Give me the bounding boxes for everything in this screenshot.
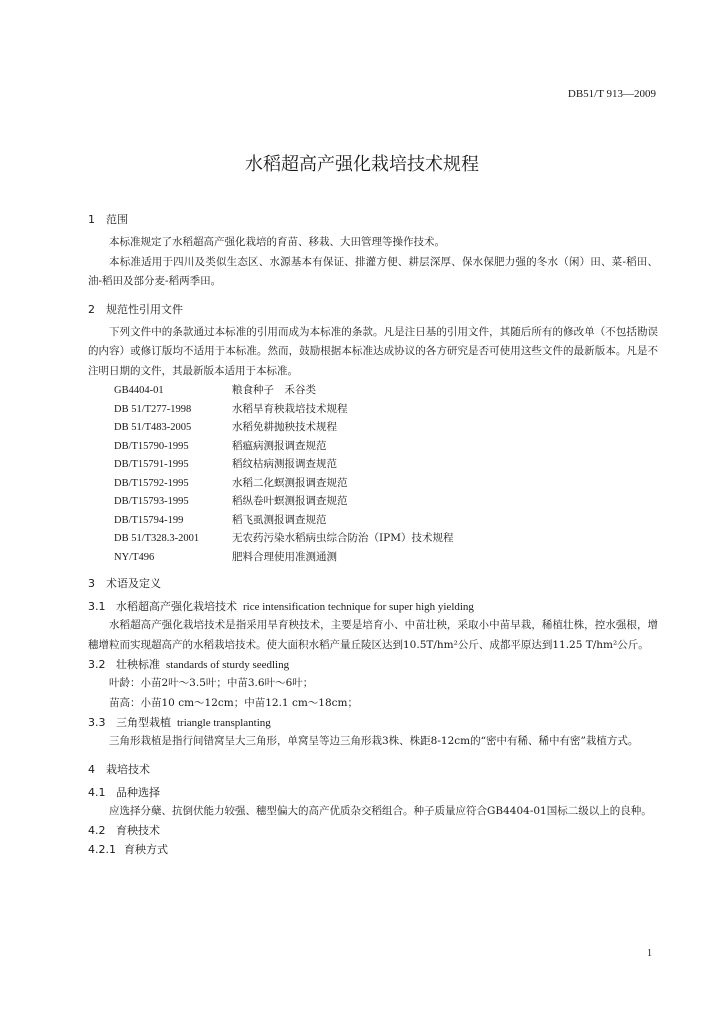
- section-number: 4: [88, 762, 95, 776]
- reference-code: DB/T15791-1995: [114, 459, 189, 470]
- reference-code: DB 51/T483-2005: [114, 422, 192, 433]
- reference-name: 无农药污染水稻病虫综合防治（IPM）技术规程: [232, 532, 454, 544]
- reference-name: 水稻免耕抛秧技术规程: [232, 421, 337, 433]
- section-title: 术语及定义: [106, 577, 161, 590]
- paragraph: 下列文件中的条款通过本标准的引用而成为本标准的条款。凡是注日基的引用文件，其随后所有的修改单（不包括勘误的内容）或修订版均不适用于本标准。然而，鼓励根据本标准达成协议的各方研究是否可使用这些文件的最新版本。凡是不注明日期的文件，其最新版本适用于本标准。: [88, 325, 658, 377]
- subsection-number: 3.3: [88, 716, 106, 729]
- reference-code: GB4404-01: [114, 385, 164, 396]
- section-heading-2: [88, 298, 658, 322]
- reference-name: 稻纵卷叶螟测报调查规范: [232, 495, 348, 507]
- term-title: 水稻超高产强化栽培技术: [116, 600, 237, 613]
- reference-item: [88, 455, 658, 474]
- subsection-heading-3-3: [88, 713, 658, 732]
- subsection-title: 育秧方式: [124, 843, 168, 856]
- section-title: 栽培技术: [106, 762, 150, 776]
- reference-item: [88, 548, 658, 567]
- reference-item: [88, 529, 658, 548]
- section-title: 规范性引用文件: [106, 302, 183, 316]
- document-title: 水稻超高产强化栽培技术规程: [245, 154, 479, 175]
- term-english: triangle transplanting: [177, 717, 271, 729]
- section-heading-3: [88, 572, 658, 596]
- paragraph: 水稻超高产强化栽培技术是指采用旱育秧技术，主要是培育小、中苗壮秧，采取小中苗早栽，稀植壮株，控水强根，增穗增粒而实现超高产的水稻栽培技术。使大面积水稻产量丘陵区达到10.5T/hm²公斤、成都平原达到11.25 T/hm²公斤。: [88, 619, 658, 651]
- term-title: 壮秧标准: [116, 658, 160, 671]
- subsection-number: 4.1: [88, 785, 106, 799]
- standard-code: DB51/T 913—2009: [567, 88, 656, 100]
- paragraph: 苗高：小苗10 cm～12cm；中苗12.1 cm～18cm；: [109, 696, 358, 709]
- paragraph: 应选择分蘖、抗倒伏能力较强、穗型偏大的高产优质杂交稻组合。种子质量应符合GB4404-01国标二级以上的良种。: [109, 804, 652, 817]
- subsection-number: 4.2.1: [88, 843, 116, 856]
- section-number: 3: [88, 577, 95, 590]
- reference-item: [88, 400, 658, 419]
- page-number: 1: [647, 948, 652, 959]
- reference-name: 水稻旱育秧栽培技术规程: [232, 402, 348, 415]
- reference-name: 稻瘟病测报调查规范: [232, 439, 327, 452]
- subsection-heading-4-1: [88, 783, 658, 802]
- reference-code: DB/T15792-1995: [114, 477, 189, 489]
- reference-item: [88, 437, 658, 456]
- reference-item: [88, 474, 658, 493]
- subsection-number: 4.2: [88, 824, 106, 837]
- term-title: 三角型栽植: [116, 716, 171, 729]
- reference-name: 粮食种子 禾谷类: [232, 384, 316, 396]
- subsection-heading-3-1: [88, 597, 658, 616]
- reference-list: [88, 381, 658, 566]
- subsection-heading-3-2: [88, 655, 658, 674]
- reference-code: DB 51/T277-1998: [114, 403, 192, 415]
- paragraph: 三角形栽植是指行间错窝呈大三角形，单窝呈等边三角形栽3株、株距8-12cm的“密中有稀、稀中有密”栽植方式。: [109, 735, 639, 747]
- section-number: 1: [88, 213, 95, 226]
- paragraph: 本标准规定了水稻超高产强化栽培的育苗、移栽、大田管理等操作技术。: [109, 236, 445, 248]
- reference-item: [88, 381, 658, 400]
- subsection-heading-4-2-1: [88, 840, 658, 859]
- subsection-heading-4-2: [88, 821, 658, 840]
- subsection-number: 3.1: [88, 600, 106, 613]
- reference-code: DB/T15794-199: [114, 514, 184, 526]
- paragraph: 叶龄：小苗2叶～3.5叶；中苗3.6叶～6叶；: [109, 677, 314, 689]
- reference-code: DB/T15790-1995: [114, 440, 189, 452]
- term-english: rice intensification technique for super high yielding: [243, 601, 474, 613]
- reference-name: 稻飞虱测报调查规范: [232, 513, 327, 526]
- reference-code: DB/T15793-1995: [114, 496, 189, 507]
- section-heading-1: [88, 208, 658, 232]
- subsection-number: 3.2: [88, 658, 106, 671]
- section-title: 范围: [106, 213, 128, 226]
- reference-item: [88, 492, 658, 511]
- reference-name: 稻纹枯病测报调查规范: [232, 458, 337, 470]
- reference-code: NY/T496: [114, 551, 155, 563]
- term-english: standards of sturdy seedling: [166, 659, 290, 671]
- document-body: [88, 208, 658, 859]
- section-heading-4: [88, 758, 658, 782]
- section-number: 2: [88, 302, 95, 316]
- subsection-title: 育秧技术: [116, 824, 160, 837]
- subsection-title: 品种选择: [116, 785, 160, 799]
- reference-name: 肥料合理使用准测通测: [232, 550, 337, 563]
- reference-name: 水稻二化螟测报调查规范: [232, 476, 348, 489]
- reference-item: [88, 511, 658, 530]
- paragraph: 本标准适用于四川及类似生态区、水源基本有保证、排灌方便、耕层深厚、保水保肥力强的冬水（闲）田、菜-稻田、油-稻田及部分麦-稻两季田。: [88, 255, 658, 287]
- reference-item: [88, 418, 658, 437]
- reference-code: DB 51/T328.3-2001: [114, 533, 200, 544]
